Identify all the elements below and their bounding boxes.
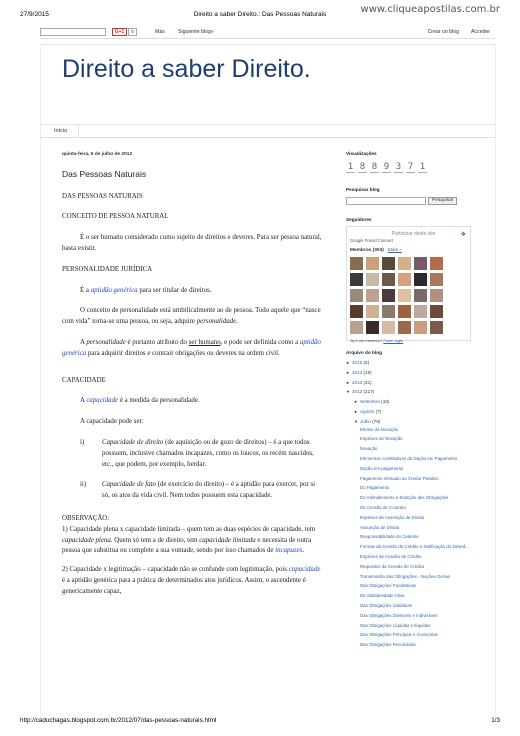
heading-observacao: OBSERVAÇÃO:	[62, 514, 110, 522]
archive-post-link[interactable]: Pagamento efetuado ao Credor Putativo	[360, 475, 439, 481]
archive-post-link[interactable]: Requisitos da Cessão de Crédito	[360, 563, 425, 569]
friend-connect-icon: ❖	[460, 232, 466, 238]
avatar[interactable]	[382, 305, 395, 318]
collapsed-arrow-icon[interactable]: ►	[346, 360, 350, 365]
print-date: 27/9/2015	[20, 11, 49, 18]
archive-year[interactable]: ► 2014 (15)	[346, 369, 372, 375]
list-item: ii) Capacidade de fato (de exercício do direito) – é a aptidão para exercer, por si só, os atos da vida civil. Nem todos possuem esta capacidade.	[80, 481, 316, 500]
join-site-button[interactable]: Participar deste site	[391, 231, 436, 237]
avatar[interactable]	[430, 257, 443, 270]
blogger-navbar	[40, 26, 495, 39]
counter-digit: 8	[359, 162, 366, 172]
tab-bar	[40, 124, 495, 138]
avatar[interactable]	[350, 289, 363, 302]
archive-post-link[interactable]: Das Obrigações Pecuniárias	[360, 642, 416, 648]
archive-post-link[interactable]: Novação	[360, 446, 378, 452]
print-page-number: 1/3	[491, 717, 500, 724]
next-blog-link[interactable]: Siguiente blog»	[178, 29, 214, 35]
archive-post-link[interactable]: Assunção de Dívida	[360, 524, 400, 530]
archive-post-link[interactable]: Responsabilidade do Cedente	[360, 534, 419, 540]
link-capacidade-2[interactable]: capacidade	[288, 566, 321, 574]
avatar[interactable]	[366, 305, 379, 318]
collapsed-arrow-icon[interactable]: ►	[354, 408, 358, 414]
sidebar	[346, 151, 471, 652]
archive-post-link[interactable]: Elementos constitutivos da Dação em Pagamento	[360, 455, 458, 461]
collapsed-arrow-icon[interactable]: ►	[346, 379, 350, 385]
archive-post-link[interactable]: Das Obrigações Divisíveis e Indivisíveis	[360, 612, 438, 618]
search-title: Pesquisar blog	[346, 187, 380, 192]
print-page-title: Direito a saber Direito.: Das Pessoas Naturais	[193, 11, 327, 18]
archive-year[interactable]: ► 2013 (31)	[346, 379, 372, 385]
archive-post-link[interactable]: Espécies de Cessão de Crédito	[360, 553, 422, 559]
archive-year[interactable]: ► 2015 (5)	[346, 360, 370, 365]
avatar[interactable]	[398, 289, 411, 302]
expanded-arrow-icon[interactable]: ▼	[346, 389, 350, 395]
heading-pessoas-naturais: DAS PESSOAS NATURAIS	[62, 192, 143, 200]
blog-search	[346, 197, 471, 205]
avatar[interactable]	[350, 321, 363, 334]
followers-title: Seguidores	[346, 217, 372, 222]
avatar[interactable]	[414, 305, 427, 318]
blog-search-button[interactable]: Pesquisar	[428, 197, 457, 205]
visits-title: Visualizações	[346, 151, 377, 156]
avatar[interactable]	[350, 305, 363, 318]
archive-month[interactable]: ▼ Julho (78)	[354, 418, 381, 424]
paragraph-capacidade-medida: A capacidade é a medida da personalidade.	[80, 397, 200, 405]
members-all-link[interactable]: Mais »	[387, 248, 402, 253]
archive-post-link[interactable]: Das Obrigações Facultativas	[360, 583, 417, 589]
avatar[interactable]	[430, 321, 443, 334]
avatar[interactable]	[398, 305, 411, 318]
avatar[interactable]	[398, 321, 411, 334]
print-header	[20, 4, 500, 20]
list-item: i) Capacidade de direito (de aquisição ou de gozo de direitos) – é a que todos possuem, inclusive chamados incapazes, como os loucos, os recém nascidos, etc., que podem, por exemplo, herdar.	[80, 438, 314, 468]
heading-capacidade: CAPACIDADE	[62, 376, 106, 384]
avatar[interactable]	[398, 273, 411, 286]
blog-archive	[346, 358, 471, 648]
archive-post-link[interactable]: Efeitos da Novação	[360, 426, 399, 432]
link-aptidao-generica-2[interactable]: aptidão genérica	[62, 338, 321, 357]
archive-post-link[interactable]: Espécies de Assunção de Dívida	[360, 514, 424, 520]
paragraph-capacidade-tipos: A capacidade pode ser:	[80, 418, 144, 426]
collapsed-arrow-icon[interactable]: ►	[346, 369, 350, 375]
avatar[interactable]	[366, 321, 379, 334]
avatar[interactable]	[366, 257, 379, 270]
print-url: http://caduchagas.blogspot.com.br/2012/07/das-pessoas-naturais.html	[20, 717, 217, 724]
followers-widget	[346, 226, 471, 341]
avatar[interactable]	[382, 273, 395, 286]
archive-post-link[interactable]: Do Pagamento	[360, 485, 390, 491]
post-date: quinta-feira, 5 de julho de 2012	[62, 152, 133, 157]
members-count: Membros (304) Mais »	[350, 248, 402, 253]
avatar[interactable]	[382, 257, 395, 270]
already-member: Já é um membro? Fazer login	[350, 338, 404, 343]
paragraph-conceito: É o ser humano considerado como sujeito de direitos e deveres. Para ser pessoa natural, basta existir.	[62, 234, 322, 252]
frame-left-border	[40, 44, 41, 718]
frame-divider	[40, 44, 495, 45]
heading-conceito: CONCEITO DE PESSOA NATURAL	[62, 213, 169, 221]
archive-month[interactable]: ► Setembro (10)	[354, 399, 390, 405]
archive-post-link[interactable]: Da Cessão de Contrato	[360, 504, 406, 510]
watermark: www.cliqueapostilas.com.br	[360, 4, 500, 15]
paragraph-conceito-personalidade: O conceito de personalidade está umbilicalmente ao de pessoa. Todo aquele que “nasce com vida” torna-se uma pessoa, ou seja, adquire personalidade.	[62, 307, 321, 326]
member-avatars	[350, 257, 467, 334]
counter-digit: 9	[383, 162, 390, 172]
visits-counter	[346, 162, 471, 173]
sign-in-link[interactable]: Acceder	[470, 29, 490, 35]
paragraph-atributo: A personalidade é portanto atributo do ser humano, e pode ser definida como a aptidão genérica para adquirir direitos e contrair obrigações ou deveres na ordem civil.	[62, 338, 321, 357]
archive-post-link[interactable]: Das Obrigações Principais e Acessórias	[360, 632, 438, 638]
blog-search-input[interactable]	[346, 197, 426, 205]
counter-digit: 1	[347, 162, 354, 172]
avatar[interactable]	[382, 321, 395, 334]
avatar[interactable]	[366, 273, 379, 286]
print-footer	[20, 717, 500, 724]
avatar[interactable]	[430, 289, 443, 302]
create-blog-link[interactable]: Crear un blog	[427, 29, 459, 35]
counter-digit: 8	[371, 162, 378, 172]
archive-post-link[interactable]: Formas da Cessão de Crédito e Notificação do Deved...	[360, 544, 469, 550]
navbar-search-input[interactable]	[40, 28, 106, 36]
archive-post-link[interactable]: Das Obrigações Líquidas e Ilíquidas	[360, 622, 431, 628]
paragraph-observacao-2: 2) Capacidade x legitimação – capacidade não se confunde com legitimação, pois capacidade é a aptidão genérica para a prática de determinados atos jurídicos. Assim, o ascendente é genericamente capaz,	[62, 566, 321, 595]
counter-digit: 7	[407, 162, 414, 172]
avatar[interactable]	[414, 257, 427, 270]
archive-post-link[interactable]: Transmissão das Obrigações - Noções Gerais	[360, 573, 450, 579]
gfc-label: Google Friend Connect	[350, 238, 394, 243]
avatar[interactable]	[430, 273, 443, 286]
avatar[interactable]	[398, 257, 411, 270]
gplus-button[interactable]: G+1	[112, 28, 127, 36]
archive-post-link[interactable]: Do Adimplemento e Extinção das Obrigações	[360, 495, 449, 501]
avatar[interactable]	[350, 257, 363, 270]
more-link[interactable]: Más	[155, 29, 165, 35]
sign-in-followers-link[interactable]: Fazer login	[383, 338, 404, 343]
link-capacidade[interactable]: capacidade	[86, 397, 119, 405]
counter-digit: 3	[395, 162, 402, 172]
link-incapazes[interactable]: incapazes	[275, 547, 303, 555]
link-aptidao-generica[interactable]: aptidão genérica	[90, 286, 138, 294]
avatar[interactable]	[430, 305, 443, 318]
heading-personalidade: PERSONALIDADE JURÍDICA	[62, 265, 153, 273]
post-body	[62, 150, 324, 598]
expanded-arrow-icon[interactable]: ▼	[354, 418, 358, 424]
avatar[interactable]	[414, 273, 427, 286]
collapsed-arrow-icon[interactable]: ►	[354, 399, 358, 405]
tab-divider	[78, 125, 79, 137]
archive-title: Arquivo do blog	[346, 350, 382, 355]
archive-post-link[interactable]: Dação em pagamento	[360, 465, 404, 471]
avatar[interactable]	[350, 273, 363, 286]
tab-home[interactable]: Início	[54, 128, 68, 134]
paragraph-observacao-1: 1) Capacidade plena x capacidade limitada – quem tem as duas espécies de capacidade, tem capacidade plena. Quem só tem a de direito, tem capacidade limitada e necessita de outra pessoa que substitua ou complete a sua vontade, sendo por isso chamados de incapazes.	[62, 525, 316, 555]
archive-year[interactable]: ▼ 2012 (217)	[346, 389, 375, 395]
post-title[interactable]: Das Pessoas Naturais	[62, 168, 147, 179]
counter-digit: 1	[419, 162, 426, 172]
frame-right-border	[495, 44, 496, 718]
avatar[interactable]	[414, 321, 427, 334]
archive-post-link[interactable]: Da Solidariedade Ativa	[360, 593, 405, 599]
paragraph-aptidao: É a aptidão genérica para ser titular de direitos.	[80, 286, 212, 294]
archive-month[interactable]: ► Agosto (7)	[354, 408, 382, 414]
gplus-count: 0	[128, 28, 137, 36]
archive-post-link[interactable]: Espécies de Novação	[360, 436, 403, 442]
avatar[interactable]	[382, 289, 395, 302]
blog-title[interactable]: Direito a saber Direito.	[62, 55, 311, 83]
avatar[interactable]	[414, 289, 427, 302]
archive-post-link[interactable]: Das Obrigações Solidárias	[360, 602, 412, 608]
avatar[interactable]	[366, 289, 379, 302]
